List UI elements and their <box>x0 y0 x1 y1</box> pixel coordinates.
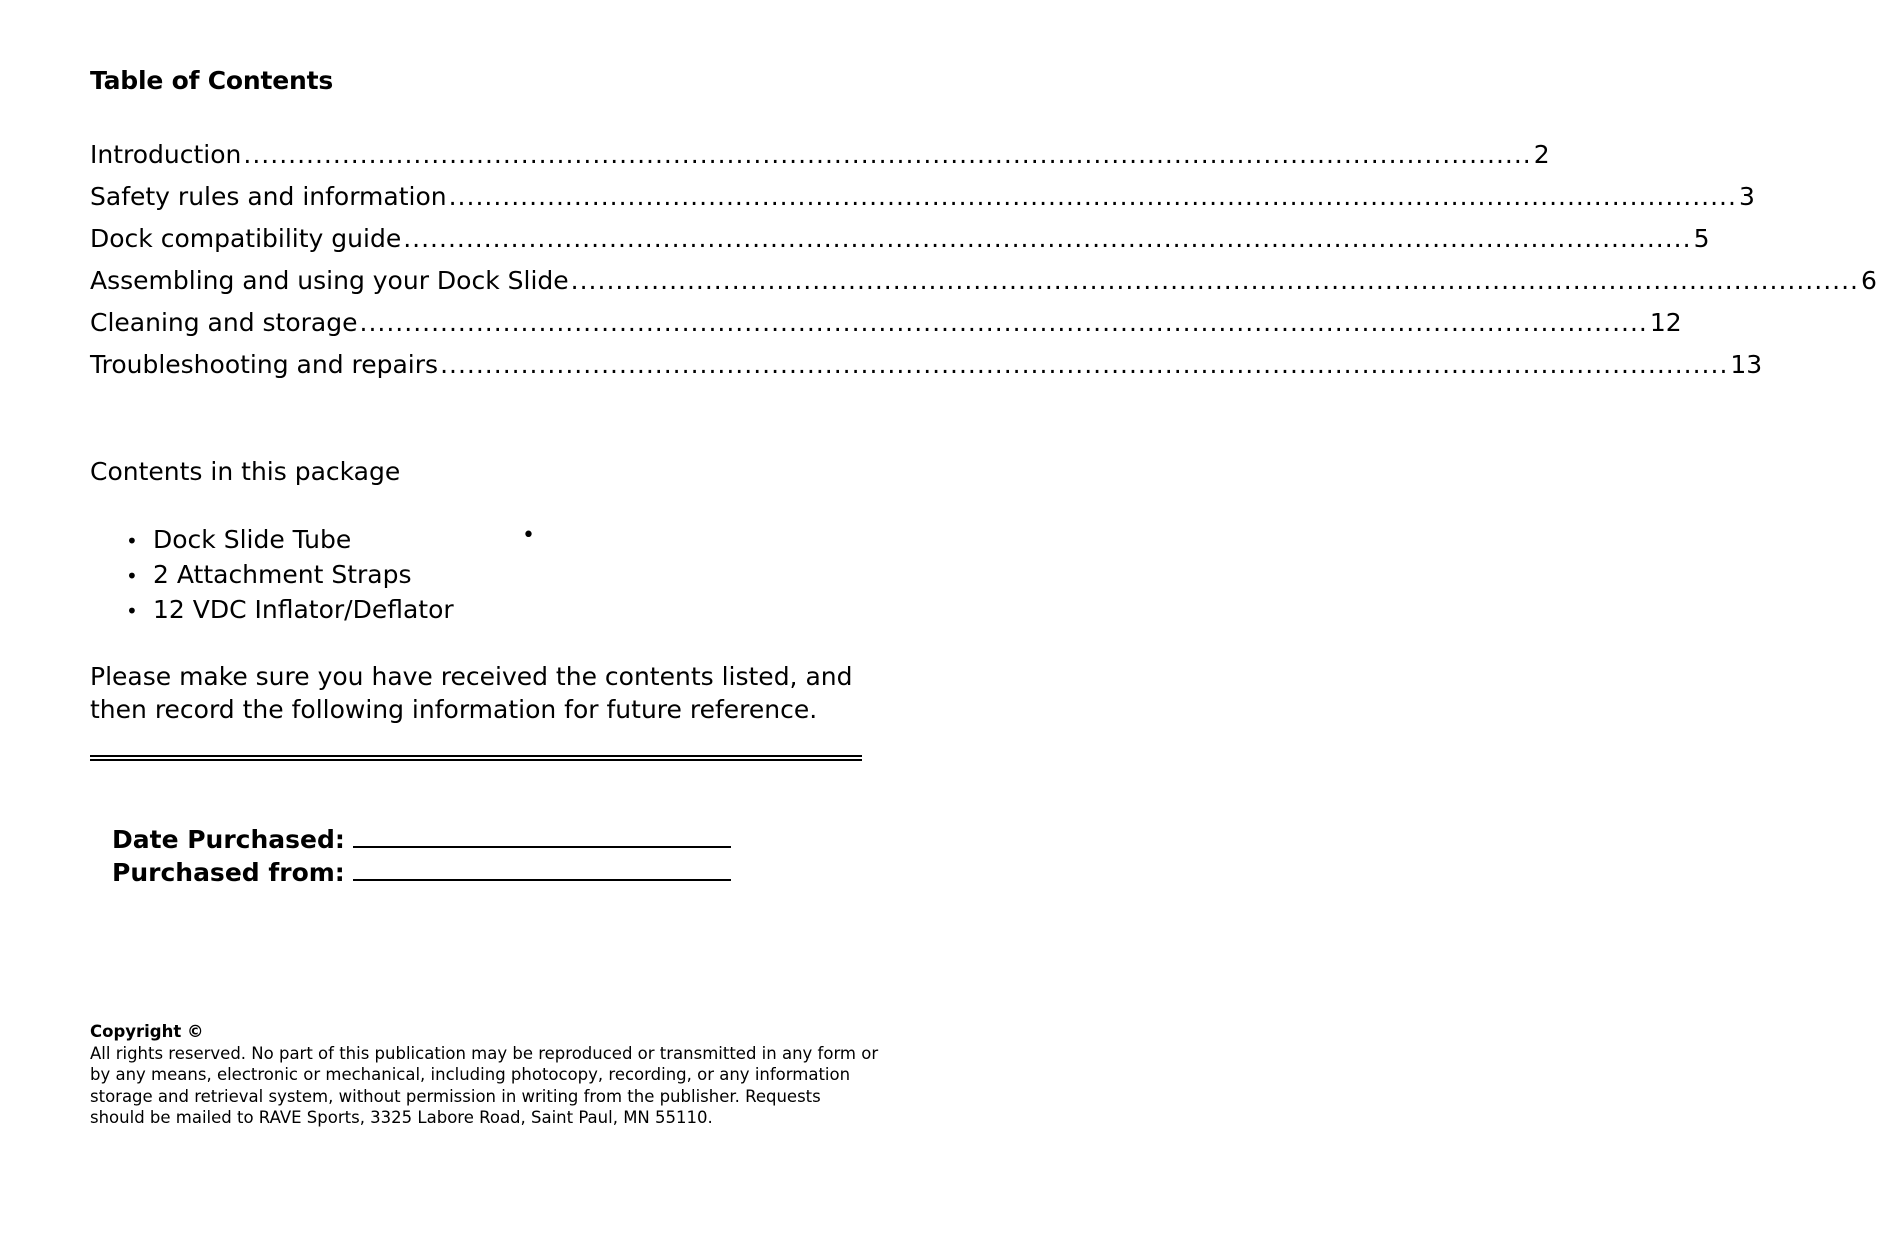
purchased-from-blank[interactable] <box>353 857 731 881</box>
purchase-record-form <box>112 824 731 890</box>
list-item-label: 12 VDC Inflator/Deflator <box>153 595 454 624</box>
toc-leader-dots: ................................................................................................................................................ <box>570 266 1859 295</box>
toc-entry-label: Safety rules and information <box>90 182 447 211</box>
toc-entry <box>90 308 1682 350</box>
copyright-title: Copyright © <box>90 1022 204 1041</box>
purchased-from-row <box>112 857 731 890</box>
toc-leader-dots: ................................................................................................................................................ <box>403 224 1692 253</box>
bullet-icon: • <box>126 564 138 588</box>
toc-entry-label: Troubleshooting and repairs <box>90 350 439 379</box>
bullet-icon: • <box>126 599 138 623</box>
list-item-label: 2 Attachment Straps <box>153 560 412 589</box>
toc-entry-page: 12 <box>1649 308 1682 337</box>
date-purchased-label: Date Purchased: <box>112 825 345 854</box>
copyright-block <box>90 1021 880 1129</box>
toc-entry-page: 6 <box>1861 266 1877 295</box>
toc-entry <box>90 224 1710 266</box>
toc-list <box>90 140 1877 392</box>
copyright-body: All rights reserved. No part of this publication may be reproduced or transmitted in any form or by any means, electronic or mechanical, including photocopy, recording, or any information storage and retrieval system, without permission in writing from the publisher. Requests should be mailed to RAVE Sports, 3325 Labore Road, Saint Paul, MN 55110. <box>90 1043 879 1128</box>
toc-entry-label: Dock compatibility guide <box>90 224 402 253</box>
toc-entry <box>90 182 1755 224</box>
toc-entry <box>90 140 1550 182</box>
list-item-label: Dock Slide Tube <box>153 525 352 554</box>
toc-entry-page: 3 <box>1738 182 1755 211</box>
stray-bullet-icon: • <box>522 523 535 548</box>
contents-heading: Contents in this package <box>90 457 401 486</box>
toc-entry <box>90 266 1877 308</box>
toc-leader-dots: ................................................................................................................................................ <box>359 308 1648 337</box>
bullet-icon: • <box>126 529 138 553</box>
toc-entry-label: Assembling and using your Dock Slide <box>90 266 569 295</box>
list-item <box>126 595 454 630</box>
list-item <box>126 560 454 595</box>
toc-entry-label: Cleaning and storage <box>90 308 358 337</box>
toc-title: Table of Contents <box>90 66 334 95</box>
toc-entry-page: 13 <box>1730 350 1763 379</box>
divider-line <box>90 755 862 757</box>
toc-leader-dots: ................................................................................................................................................ <box>440 350 1729 379</box>
toc-entry-page: 5 <box>1693 224 1710 253</box>
toc-leader-dots: ................................................................................................................................................ <box>243 140 1532 169</box>
toc-entry-page: 2 <box>1533 140 1550 169</box>
toc-entry <box>90 350 1763 392</box>
date-purchased-row <box>112 824 731 857</box>
date-purchased-blank[interactable] <box>353 824 731 848</box>
list-item <box>126 525 454 560</box>
toc-leader-dots: ................................................................................................................................................ <box>448 182 1737 211</box>
purchased-from-label: Purchased from: <box>112 858 345 887</box>
toc-entry-label: Introduction <box>90 140 242 169</box>
notice-paragraph: Please make sure you have received the contents listed, and then record the following information for future reference. <box>90 662 853 724</box>
package-contents-list <box>126 525 454 630</box>
divider-line <box>90 759 862 761</box>
